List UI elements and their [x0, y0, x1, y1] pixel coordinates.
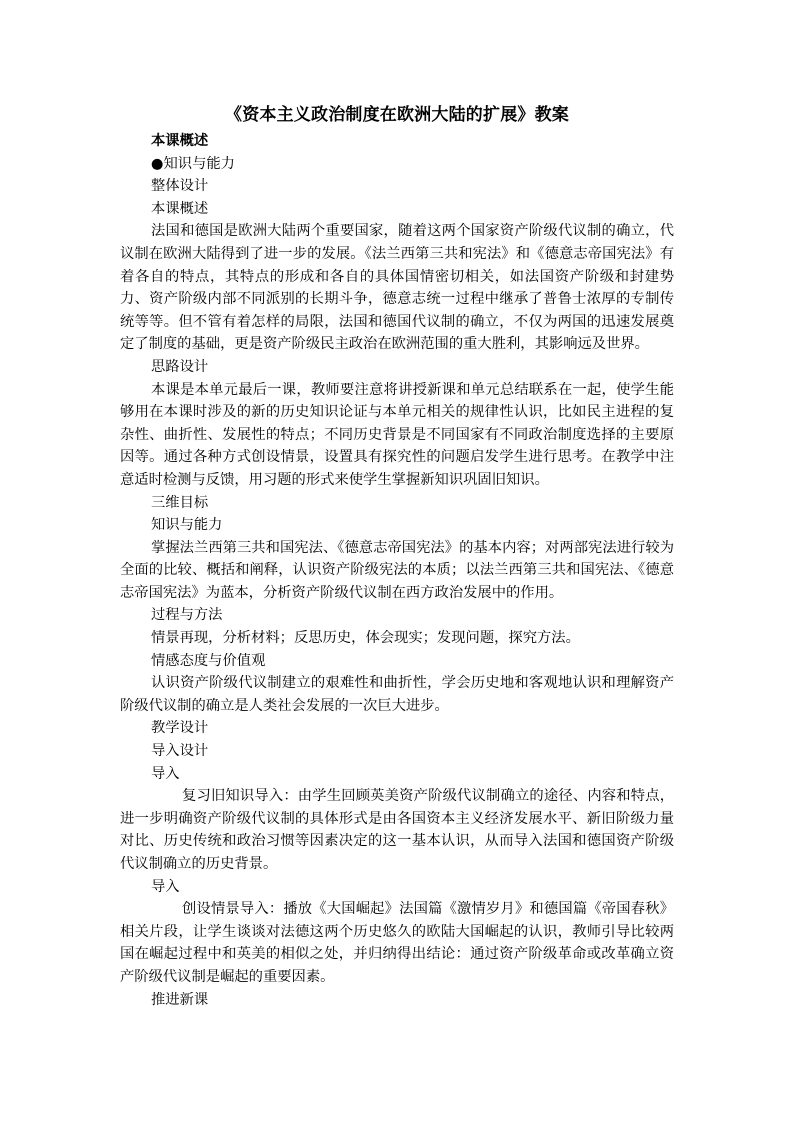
document-title: 《资本主义政治制度在欧洲大陆的扩展》教案 [225, 105, 569, 125]
heading-approach-design: 思路设计 [151, 358, 209, 375]
document-body [120, 130, 674, 1011]
heading-new-lesson: 推进新课 [151, 991, 209, 1008]
heading-overview: 本课概述 [151, 133, 209, 149]
heading-intro-1: 导入 [151, 765, 180, 782]
heading-lesson-overview: 本课概述 [151, 200, 209, 217]
paragraph-intro-2: 创设情景导入：播放《大国崛起》法国篇《激情岁月》和德国篇《帝国春秋》相关片段，让学生谈谈对法德这两个历史悠久的欧陆大国崛起的认识，教师引导比较两国在崛起过程中和英美的相似之处，并归纳得出结论：通过资产阶级革命或改革确立资产阶级代议制是崛起的重要因素。 [120, 901, 674, 985]
heading-process-method: 过程与方法 [151, 607, 223, 624]
heading-knowledge-ability-2: 知识与能力 [151, 517, 223, 534]
paragraph-intro-1: 复习旧知识导入：由学生回顾英美资产阶级代议制确立的途径、内容和特点，进一步明确资产阶级代议制的具体形式是由各国资本主义经济发展水平、新旧阶级力量对比、历史传统和政治习惯等因素决定的这一基本认识，从而导入法国和德国资产阶级代议制确立的历史背景。 [120, 788, 674, 872]
paragraph-emotion: 认识资产阶级代议制建立的艰难性和曲折性，学会历史地和客观地认识和理解资产阶级代议制的确立是人类社会发展的一次巨大进步。 [120, 675, 674, 714]
paragraph-knowledge: 掌握法兰西第三共和国宪法、《德意志帝国宪法》的基本内容；对两部宪法进行较为全面的比较、概括和阐释，认识资产阶级宪法的本质；以法兰西第三共和国宪法、《德意志帝国宪法》为蓝本，分析资产阶级代议制在西方政治发展中的作用。 [120, 539, 674, 601]
heading-intro-design: 导入设计 [151, 743, 209, 760]
heading-teaching-design: 教学设计 [151, 720, 209, 737]
heading-knowledge-ability: ●知识与能力 [151, 155, 235, 172]
heading-overall-design: 整体设计 [151, 178, 209, 195]
paragraph-process: 情景再现，分析材料；反思历史，体会现实；发现问题，探究方法。 [151, 630, 580, 647]
heading-emotion-values: 情感态度与价值观 [151, 652, 266, 669]
heading-three-goals: 三维目标 [151, 494, 209, 511]
paragraph-overview: 法国和德国是欧洲大陆两个重要国家，随着这两个国家资产阶级代议制的确立，代议制在欧洲大陆得到了进一步的发展。《法兰西第三共和宪法》和《德意志帝国宪法》有着各自的特点，其特点的形成和各自的具体国情密切相关，如法国资产阶级和封建势力、资产阶级内部不同派别的长期斗争，德意志统一过程中继承了普鲁士浓厚的专制传统等等。但不管有着怎样的局限，法国和德国代议制的确立，不仅为两国的迅速发展奠定了制度的基础，更是资产阶级民主政治在欧洲范围的重大胜利，其影响远及世界。 [120, 223, 674, 353]
paragraph-approach: 本课是本单元最后一课，教师要注意将讲授新课和单元总结联系在一起，使学生能够用在本课时涉及的新的历史知识论证与本单元相关的规律性认识，比如民主进程的复杂性、曲折性、发展性的特点；不同历史背景是不同国家有不同政治制度选择的主要原因等。通过各种方式创设情景，设置具有探究性的问题启发学生进行思考。在教学中注意适时检测与反馈，用习题的形式来使学生掌握新知识巩固旧知识。 [120, 381, 674, 488]
heading-intro-2: 导入 [151, 878, 180, 895]
